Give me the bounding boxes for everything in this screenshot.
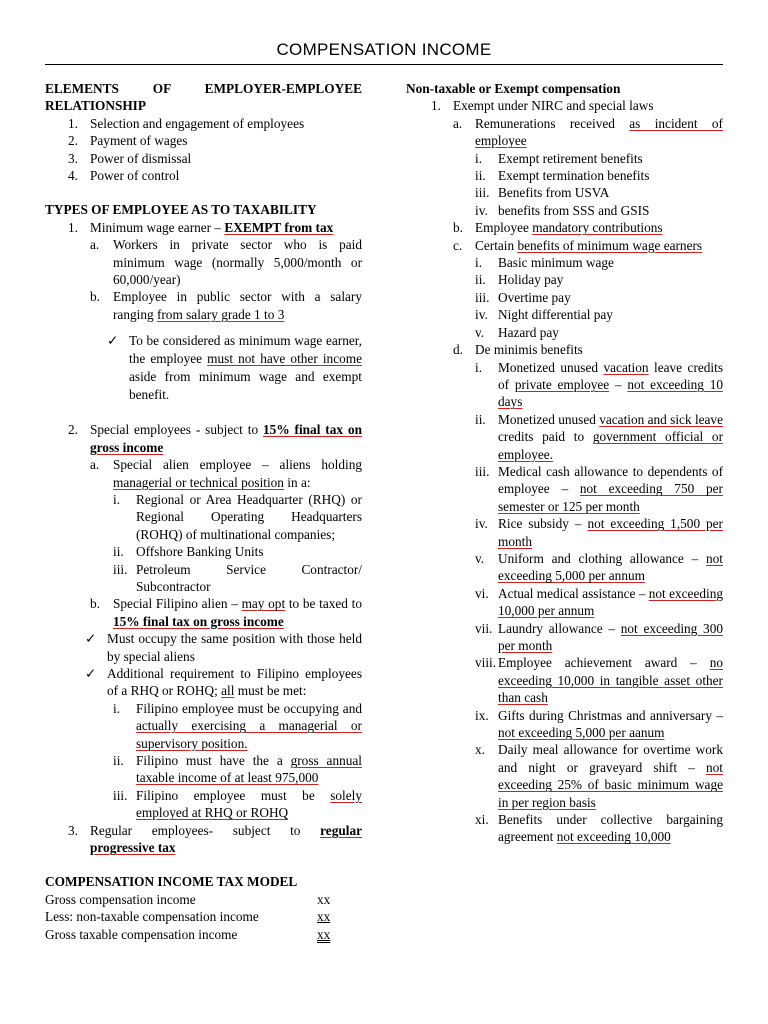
elements-heading-cont: RELATIONSHIP — [45, 98, 146, 114]
list-item: Payment of wages — [90, 133, 188, 149]
list-item: iv. benefits from SSS and GSIS — [475, 202, 650, 218]
exempt-heading: Non-taxable or Exempt compensation — [406, 81, 621, 96]
type-2a: a. Special alien employee – aliens holding managerial or technical position in a: — [90, 457, 362, 490]
de-minimis-item: viii. Employee achievement award – no exceeding 10,000 in tangible asset other than cash — [475, 655, 723, 706]
list-item: Selection and engagement of employees — [90, 115, 305, 131]
exempt-text: EXEMPT from tax — [224, 219, 334, 235]
list-item: Power of control — [90, 168, 180, 184]
check-icon: ✓ — [107, 333, 119, 349]
type-2a-i: i. Regional or Area Headquarter (RHQ) or Regional Operating Headquarters (ROHQ) of multinational companies; — [113, 491, 362, 542]
de-minimis-item: i. Monetized unused vacation leave credits of private employee – not exceeding 10 days — [475, 359, 723, 410]
de-minimis-item: vii. Laundry allowance – not exceeding 300 per month — [475, 620, 723, 653]
check-icon: ✓ — [85, 665, 97, 681]
elements-list: 1. Selection and engagement of employees 2. Payment of wages 3. Power of dismissal 4. Power of control — [45, 115, 362, 185]
type-2a-iii: iii. Petroleum Service Contractor/ Subcontractor — [113, 561, 362, 594]
list-item: iii. Benefits from USVA — [475, 185, 610, 201]
elements-heading: ELEMENTS OF EMPLOYER-EMPLOYEE — [45, 81, 362, 96]
list-item: Power of dismissal — [90, 150, 192, 166]
de-minimis-item: iii. Medical cash allowance to dependents of employee – not exceeding 750 per semester or 125 per month — [475, 463, 723, 514]
check-icon: ✓ — [85, 631, 97, 647]
requirement-i: i. Filipino employee must be occupying and actually exercising a managerial or supervisory position. — [113, 700, 362, 751]
tax-model — [45, 891, 362, 943]
de-minimis-item: iv. Rice subsidy – not exceeding 1,500 per month — [475, 516, 723, 549]
exempt-1: 1. Exempt under NIRC and special laws — [431, 98, 654, 114]
exempt-1a: a. Remunerations received as incident of employee — [453, 115, 723, 149]
list-item: i. Exempt retirement benefits — [475, 150, 643, 166]
de-minimis-item: vi. Actual medical assistance – not exceeding 10,000 per annum — [475, 585, 723, 619]
type-3: 3. Regular employees- subject to regular progressive tax — [68, 822, 362, 856]
title-rule — [45, 64, 723, 65]
exempt-1b: b. Employee mandatory contributions — [453, 220, 663, 236]
list-item: i. Basic minimum wage — [475, 255, 614, 271]
model-row: Less: non-taxable compensation income xx — [45, 909, 331, 925]
model-row: Gross compensation income xx — [45, 891, 331, 907]
page-title: COMPENSATION INCOME — [276, 40, 492, 59]
de-minimis-item: xi. Benefits under collective bargaining agreement not exceeding 10,000 — [475, 812, 723, 845]
types-heading: TYPES OF EMPLOYEE AS TO TAXABILITY — [45, 202, 317, 218]
check-additional-requirement: ✓ Additional requirement to Filipino employees of a RHQ or ROHQ; all must be met: — [85, 665, 362, 699]
left-column — [45, 80, 362, 943]
de-minimis-item: ii. Monetized unused vacation and sick leave credits paid to government official or employee. — [475, 411, 723, 462]
type-2b: b. Special Filipino alien – may opt to be taxed to 15% final tax on gross income — [90, 596, 362, 629]
type-1a: a. Workers in private sector who is paid minimum wage (normally 5,000/month or 60,000/year) — [90, 237, 362, 288]
model-row: Gross taxable compensation income xx — [45, 926, 331, 942]
list-item: iv. Night differential pay — [475, 307, 613, 323]
de-minimis-item: x. Daily meal allowance for overtime work and night or graveyard shift – not exceeding 25% of basic minimum wage in per region basis — [475, 742, 723, 810]
type-1: 1. Minimum wage earner – EXEMPT from tax — [68, 219, 334, 235]
type-1b: b. Employee in public sector with a salary ranging from salary grade 1 to 3 — [90, 289, 362, 322]
exempt-1c: c. Certain benefits of minimum wage earners — [453, 237, 703, 253]
type-2: 2. Special employees - subject to 15% final tax on gross income — [68, 422, 362, 455]
list-item: v. Hazard pay — [475, 324, 559, 340]
list-item: ii. Exempt termination benefits — [475, 168, 650, 184]
right-column — [406, 80, 723, 846]
check-same-position: ✓ Must occupy the same position with those held by special aliens — [85, 631, 362, 664]
model-heading: COMPENSATION INCOME TAX MODEL — [45, 874, 298, 890]
list-item: iii. Overtime pay — [475, 289, 571, 305]
de-minimis-item: ix. Gifts during Christmas and anniversary – not exceeding 5,000 per aanum — [475, 707, 723, 741]
requirement-ii: ii. Filipino must have the a gross annual taxable income of at least 975,000 — [113, 753, 362, 786]
requirement-iii: iii. Filipino employee must be solely employed at RHQ or ROHQ — [113, 787, 362, 821]
check-minimum-wage: ✓ To be considered as minimum wage earner, the employee must not have other income aside from minimum wage and exempt benefit. — [107, 333, 362, 403]
exempt-1d: d. De minimis benefits — [453, 342, 583, 358]
list-item: ii. Holiday pay — [475, 272, 564, 288]
de-minimis-item: v. Uniform and clothing allowance – not exceeding 5,000 per annum — [475, 550, 723, 584]
type-2a-ii: ii. Offshore Banking Units — [113, 544, 264, 560]
